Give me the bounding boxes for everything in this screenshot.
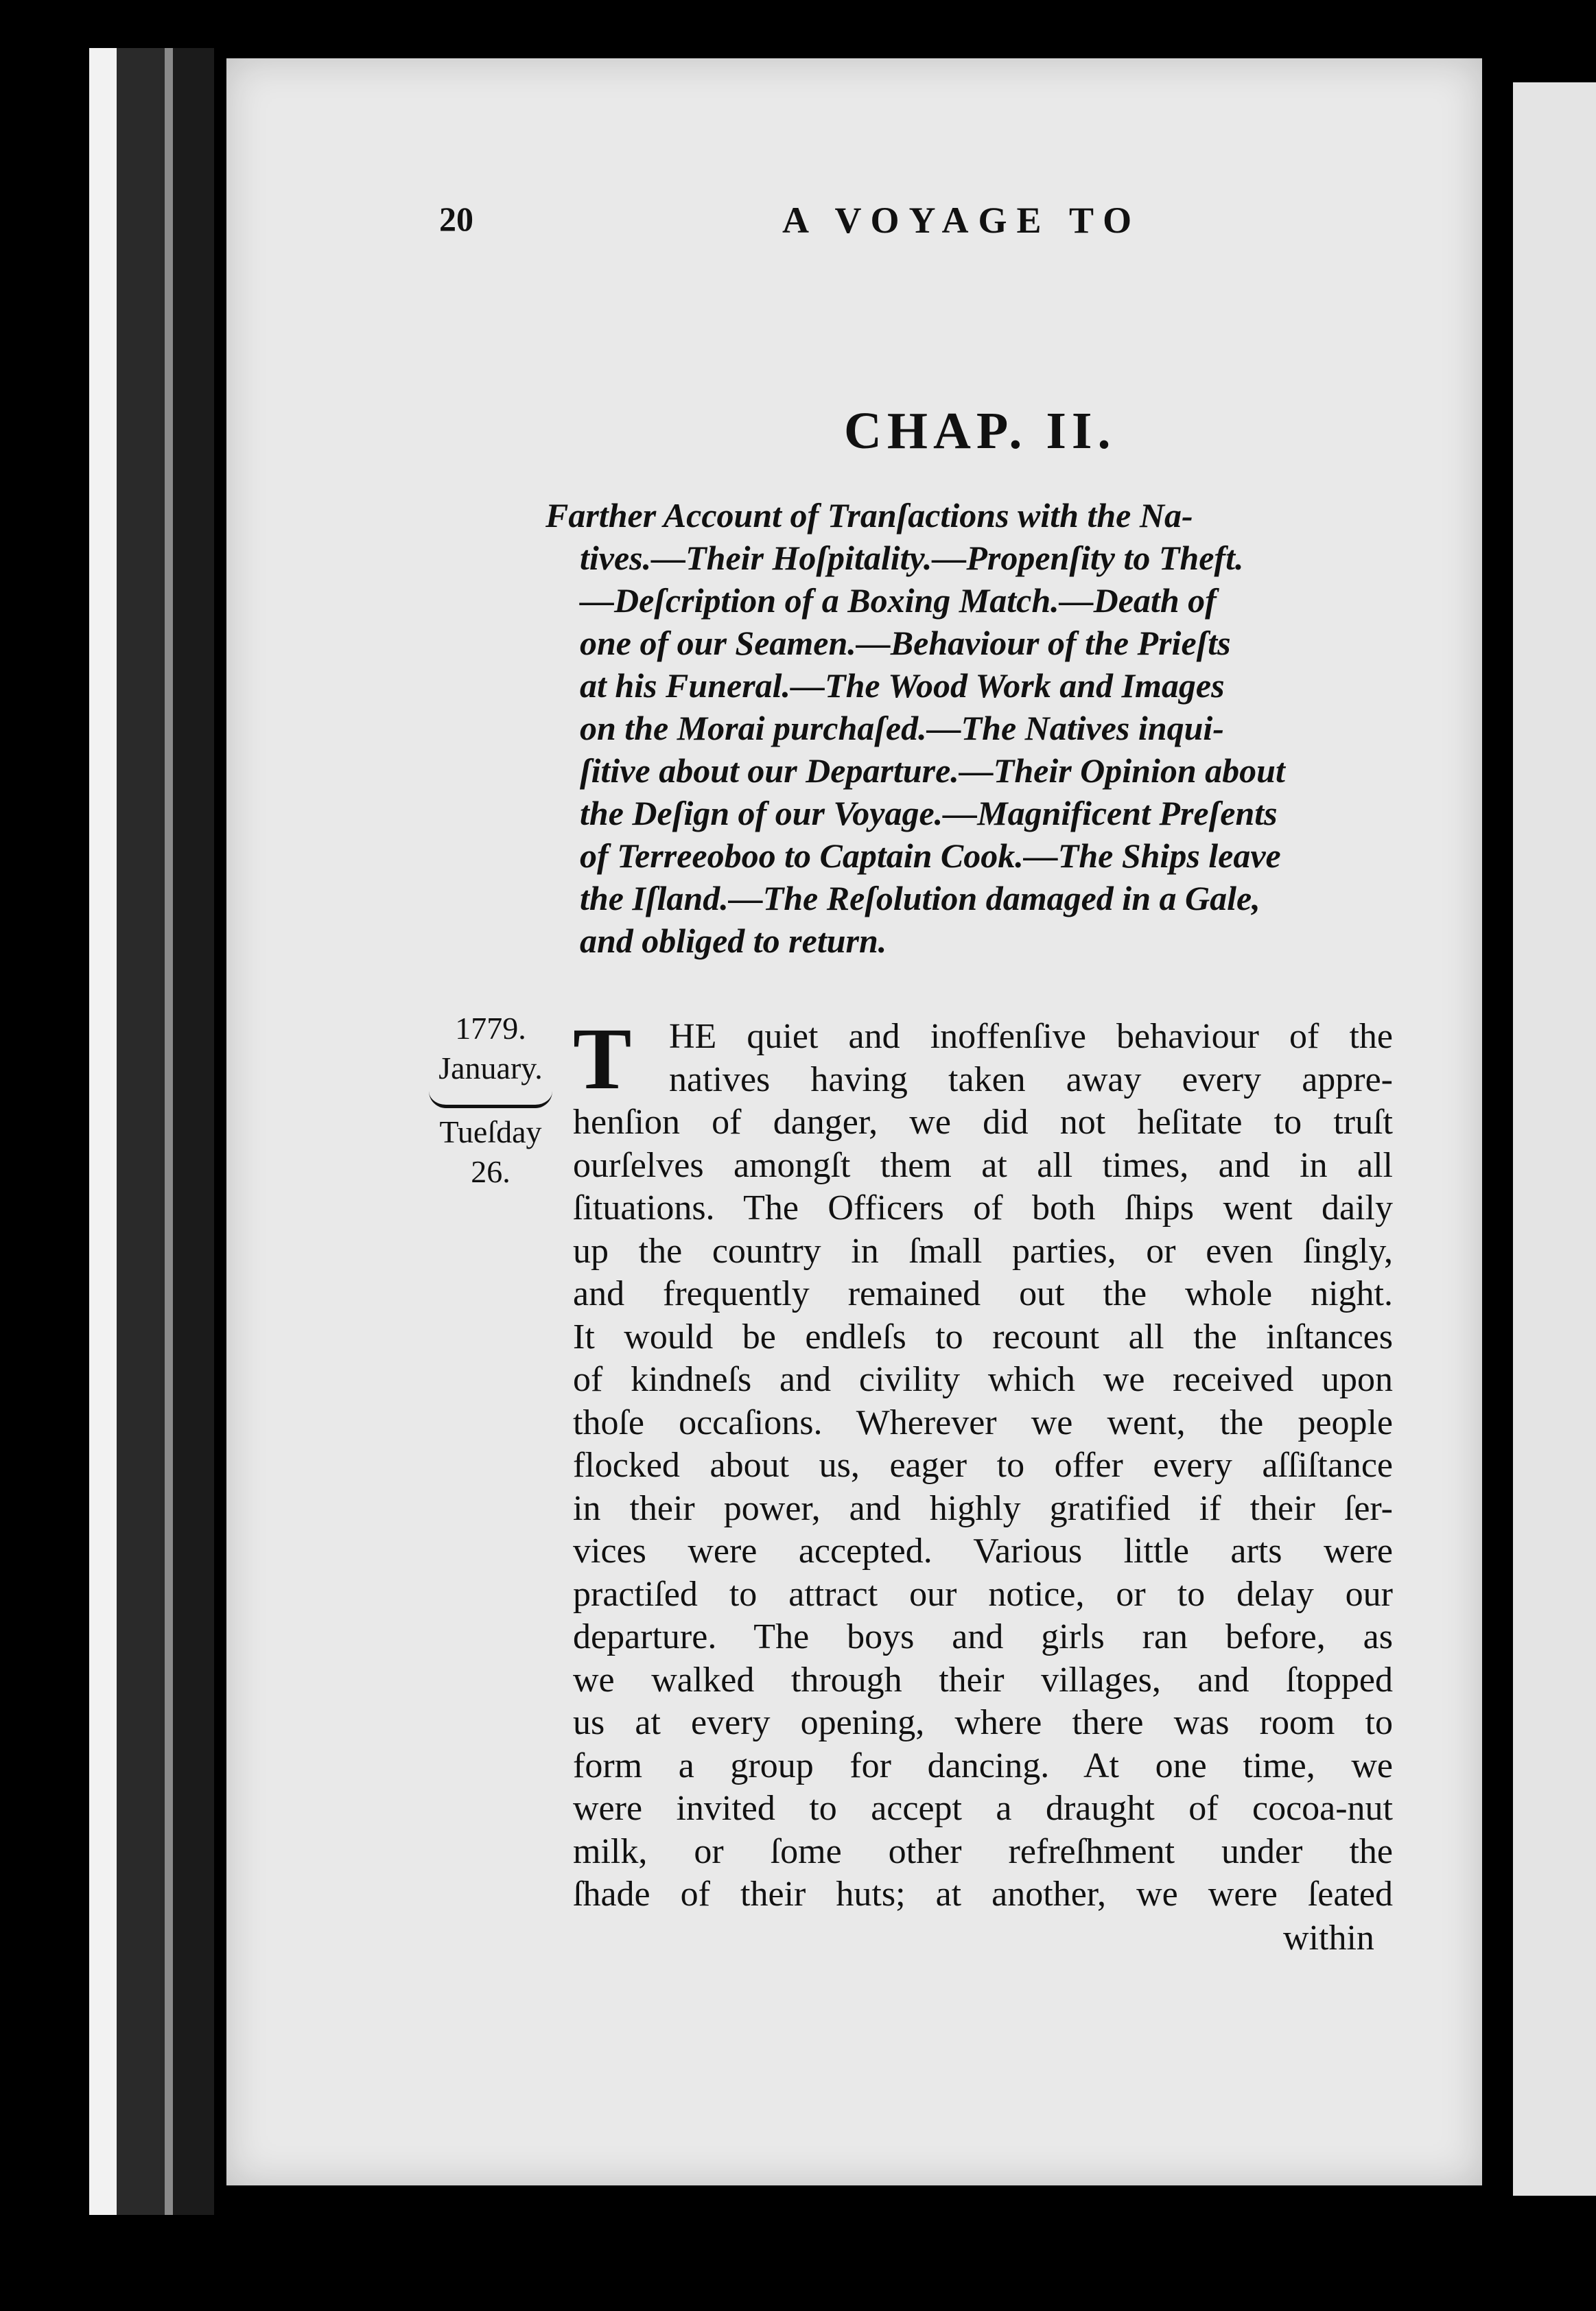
body-line: and frequently remained out the whole night.: [573, 1274, 1393, 1313]
synopsis-line: of Terreeoboo to Captain Cook.—The Ships leave: [580, 836, 1281, 875]
running-head: A VOYAGE TO: [782, 200, 1142, 241]
synopsis-line: at his Funeral.—The Wood Work and Images: [580, 666, 1225, 705]
synopsis-line: the Iſland.—The Reſolution damaged in a Gale,: [580, 879, 1260, 917]
synopsis-line: one of our Seamen.—Behaviour of the Prieſts: [580, 624, 1231, 662]
page-edge-strip: [173, 48, 214, 2215]
body-line: HE quiet and inoffenſive behaviour of the: [669, 1017, 1393, 1056]
date-margin-note: [422, 1009, 559, 1192]
synopsis-line: Farther Account of Tranſactions with the Na-: [545, 496, 1193, 535]
page-number: 20: [439, 200, 473, 238]
body-line: natives having taken away every appre-: [669, 1059, 1393, 1099]
body-line: flocked about us, eager to offer every aſſiſtance: [573, 1446, 1393, 1485]
page-edge-strip: [89, 48, 117, 2215]
body-line: we walked through their villages, and ſtopped: [573, 1660, 1393, 1700]
body-line: henſion of danger, we did not heſitate to truſt: [573, 1103, 1393, 1142]
body-text: [573, 1010, 1393, 1916]
synopsis-line: the Deſign of our Voyage.—Magnificent Preſents: [580, 794, 1278, 832]
body-line: in their power, and highly gratified if their ſer-: [573, 1488, 1393, 1528]
body-line: vices were accepted. Various little arts were: [573, 1532, 1393, 1571]
body-line: practiſed to attract our notice, or to delay our: [573, 1574, 1393, 1614]
drop-cap: T: [573, 1010, 632, 1107]
margin-year: 1779.: [455, 1011, 526, 1046]
body-line: ourſelves amongſt them at all times, and in all: [573, 1145, 1393, 1185]
body-line: form a group for dancing. At one time, we: [573, 1746, 1393, 1785]
body-line: It would be endleſs to recount all the inſtances: [573, 1317, 1393, 1357]
body-line: milk, or ſome other refreſhment under the: [573, 1831, 1393, 1871]
synopsis-line: —Deſcription of a Boxing Match.—Death of: [580, 581, 1217, 620]
synopsis-line: tives.—Their Hoſpitality.—Propenſity to Theft.: [580, 539, 1244, 577]
synopsis-line: on the Morai purchaſed.—The Natives inqui-: [580, 709, 1224, 747]
page-edge-strip: [117, 48, 165, 2215]
body-line: of kindneſs and civility which we received upon: [573, 1360, 1393, 1399]
body-line: thoſe occaſions. Wherever we went, the people: [573, 1403, 1393, 1442]
chapter-synopsis: [545, 494, 1393, 962]
page-header: [439, 199, 1407, 240]
body-line: up the country in ſmall parties, or even ſingly,: [573, 1231, 1393, 1271]
chapter-title: CHAP. II.: [844, 402, 1116, 460]
body-line: ſituations. The Officers of both ſhips went daily: [573, 1188, 1393, 1228]
synopsis-line: and obliged to return.: [580, 922, 887, 960]
facing-page-edge: [1513, 82, 1596, 2196]
catchword: within: [1283, 1919, 1374, 1958]
margin-day-name: Tueſday: [439, 1114, 542, 1149]
margin-month: January.: [438, 1051, 543, 1086]
synopsis-line: ſitive about our Departure.—Their Opinion about: [580, 751, 1285, 790]
margin-day: 26.: [471, 1154, 511, 1189]
body-line: us at every opening, where there was room to: [573, 1703, 1393, 1742]
brace-icon: [429, 1091, 552, 1108]
body-line: departure. The boys and girls ran before, as: [573, 1617, 1393, 1656]
body-line: ſhade of their huts; at another, we were ſeated: [573, 1875, 1393, 1914]
body-line: were invited to accept a draught of cocoa-nut: [573, 1789, 1393, 1828]
page-edge-strip: [165, 48, 173, 2215]
